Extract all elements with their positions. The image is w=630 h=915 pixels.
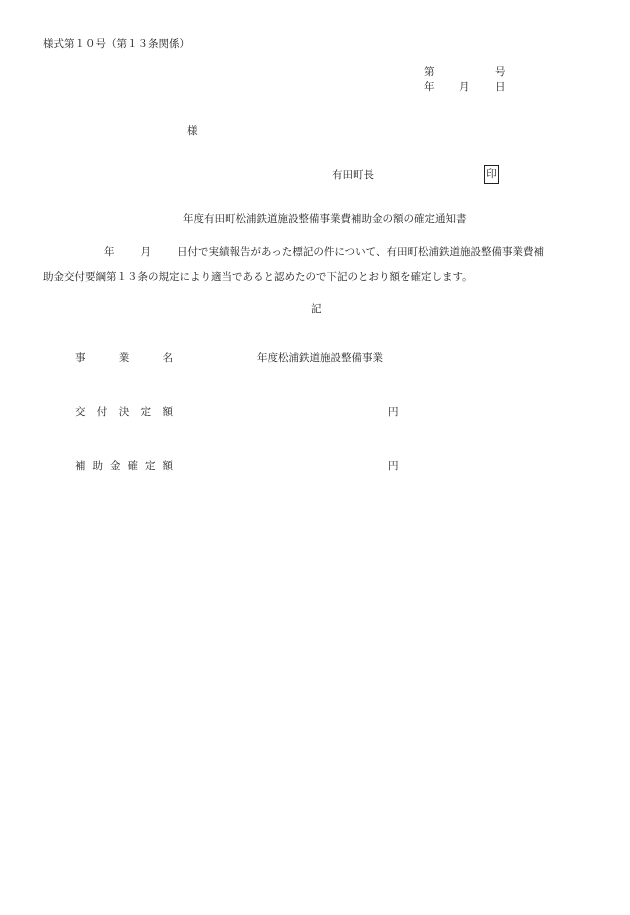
item-granted-amount [75, 405, 405, 419]
body-paragraph [43, 240, 591, 290]
item-label-granted: 交 付 決 定 額 [75, 406, 173, 418]
date-day: 日 [495, 81, 506, 93]
addressee-suffix: 様 [187, 125, 198, 137]
date-year: 年 [424, 81, 435, 93]
item-project-name [75, 351, 405, 365]
item-label-project: 事 業 名 [75, 352, 173, 364]
item-unit-granted: 円 [388, 406, 399, 418]
body-year: 年 [104, 246, 115, 258]
ki-heading: 記 [311, 303, 322, 315]
issuer-name: 有田町長 [332, 169, 374, 181]
date-month: 月 [459, 81, 470, 93]
seal-mark: 印 [484, 165, 499, 184]
document-title: 年度有田町松浦鉄道施設整備事業費補助金の額の確定通知書 [183, 213, 467, 225]
body-month: 月 [140, 246, 151, 258]
item-confirmed-amount [75, 459, 405, 473]
item-unit-confirmed: 円 [388, 460, 399, 472]
body-text-line-2: 助金交付要綱第１３条の規定により適当であると認めたので下記のとおり額を確定します。 [43, 271, 473, 283]
item-value-project: 年度松浦鉄道施設整備事業 [257, 352, 383, 364]
body-text-line-1: 日付で実績報告があった標記の件について、有田町松浦鉄道施設整備事業費補 [177, 246, 544, 258]
item-label-confirmed: 補 助 金 確 定 額 [75, 460, 173, 472]
body-line-1 [43, 240, 591, 265]
document-number-suffix: 号 [495, 66, 506, 78]
document-number-prefix: 第 [424, 66, 435, 78]
form-number: 様式第１０号（第１３条関係） [43, 38, 190, 50]
